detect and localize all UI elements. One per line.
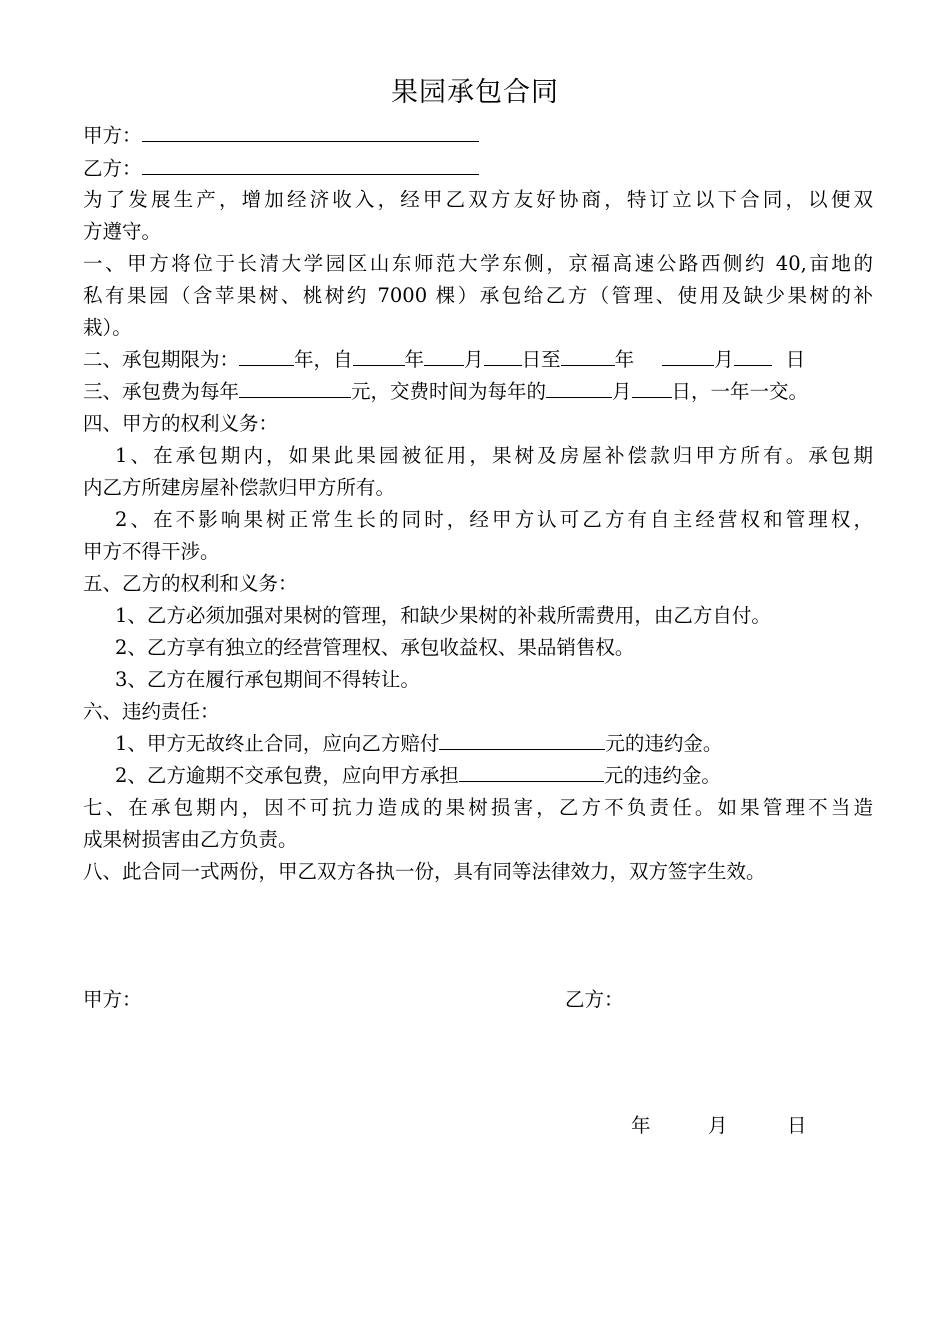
end-day-blank[interactable] [734, 345, 772, 366]
clause-2-prefix: 二、承包期限为： [83, 348, 240, 371]
end-year-blank[interactable] [561, 345, 615, 366]
signature-party-a: 甲方： [83, 988, 142, 1011]
annual-fee-blank[interactable] [239, 377, 351, 398]
clause-5-heading: 五、乙方的权利和义务： [83, 572, 298, 595]
clause-5-item-1: 1、乙方必须加强对果树的管理，和缺少果树的补栽所需费用，由乙方自付。 [115, 604, 771, 627]
clause-4-heading: 四、甲方的权利义务： [83, 412, 279, 435]
intro-line-1: 为了发展生产，增加经济收入，经甲乙双方友好协商，特订立以下合同，以便双 [83, 188, 873, 211]
clause-6-item-2-prefix: 2、乙方逾期不交承包费，应向甲方承担 [115, 764, 459, 787]
payment-day-blank[interactable] [632, 377, 672, 398]
start-day-label: 日至 [521, 348, 561, 371]
clause-4-item-2-line-2: 甲方不得干涉。 [83, 540, 220, 563]
clause-4-item-2-line-1: 2、在不影响果树正常生长的同时，经甲方认可乙方有自主经营权和管理权， [115, 508, 873, 531]
document-title: 果园承包合同 [391, 77, 559, 108]
clause-1-line-2: 私有果园（含苹果树、桃树约 7000 棵）承包给乙方（管理、使用及缺少果树的补 [83, 284, 873, 307]
end-month-label: 月 [714, 348, 734, 371]
clause-3-prefix: 三、承包费为每年 [83, 380, 240, 403]
end-month-blank[interactable] [662, 345, 714, 366]
start-year-label: 年 [404, 348, 425, 371]
payment-month-label: 月 [612, 380, 632, 403]
party-a-blank[interactable] [142, 121, 479, 142]
clause-5-item-2: 2、乙方享有独立的经营管理权、承包收益权、果品销售权。 [115, 636, 635, 659]
party-a-label: 甲方： [83, 124, 142, 147]
party-a-line [83, 120, 873, 152]
clause-2-year-label: 年，自 [294, 348, 353, 371]
start-year-blank[interactable] [353, 345, 405, 366]
penalty-a-blank[interactable] [439, 729, 605, 750]
clause-1-line-3: 栽）。 [83, 316, 132, 339]
date-month-label: 月 [708, 1114, 728, 1137]
party-b-blank[interactable] [142, 154, 479, 175]
clause-2-term [83, 344, 873, 376]
clause-7-line-2: 成果树损害由乙方负责。 [83, 828, 298, 851]
clause-6-item-1-prefix: 1、甲方无故终止合同，应向乙方赔付 [115, 732, 440, 755]
clause-4-item-1-line-1: 1、在承包期内，如果此果园被征用，果树及房屋补偿款归甲方所有。承包期 [115, 444, 873, 467]
party-b-label: 乙方： [83, 157, 142, 180]
clause-1-line-1: 一、甲方将位于长清大学园区山东师范大学东侧，京福高速公路西侧约 40,亩地的 [83, 252, 873, 275]
clause-6-item-2 [83, 760, 873, 792]
end-day-label: 日 [785, 348, 806, 371]
clause-7-line-1: 七、在承包期内，因不可抗力造成的果树损害，乙方不负责任。如果管理不当造 [83, 796, 873, 819]
payment-month-blank[interactable] [546, 377, 612, 398]
clause-6-item-1-suffix: 元的违约金。 [605, 732, 723, 755]
clause-6-item-1 [83, 728, 873, 760]
end-year-label: 年 [614, 348, 635, 371]
signature-party-b: 乙方： [565, 988, 624, 1011]
clause-4-item-1-line-2: 内乙方所建房屋补偿款归甲方所有。 [83, 476, 396, 499]
clause-3-fee [83, 376, 873, 408]
intro-line-2: 方遵守。 [83, 220, 162, 243]
clause-6-item-2-suffix: 元的违约金。 [603, 764, 721, 787]
clause-3-rest: 日，一年一交。 [671, 380, 809, 403]
clause-8: 八、此合同一式两份，甲乙双方各执一份，具有同等法律效力，双方签字生效。 [83, 860, 766, 883]
date-year-label: 年 [631, 1114, 651, 1137]
start-month-label: 月 [464, 348, 484, 371]
clause-5-item-3: 3、乙方在履行承包期间不得转让。 [115, 668, 420, 691]
date-day-label: 日 [787, 1114, 807, 1137]
clause-6-heading: 六、违约责任： [83, 700, 220, 723]
clause-3-yuan-text: 元，交费时间为每年的 [351, 380, 547, 403]
start-month-blank[interactable] [424, 345, 464, 366]
party-b-line [83, 153, 873, 185]
term-years-blank[interactable] [239, 345, 294, 366]
start-day-blank[interactable] [484, 345, 522, 366]
penalty-b-blank[interactable] [459, 761, 604, 782]
